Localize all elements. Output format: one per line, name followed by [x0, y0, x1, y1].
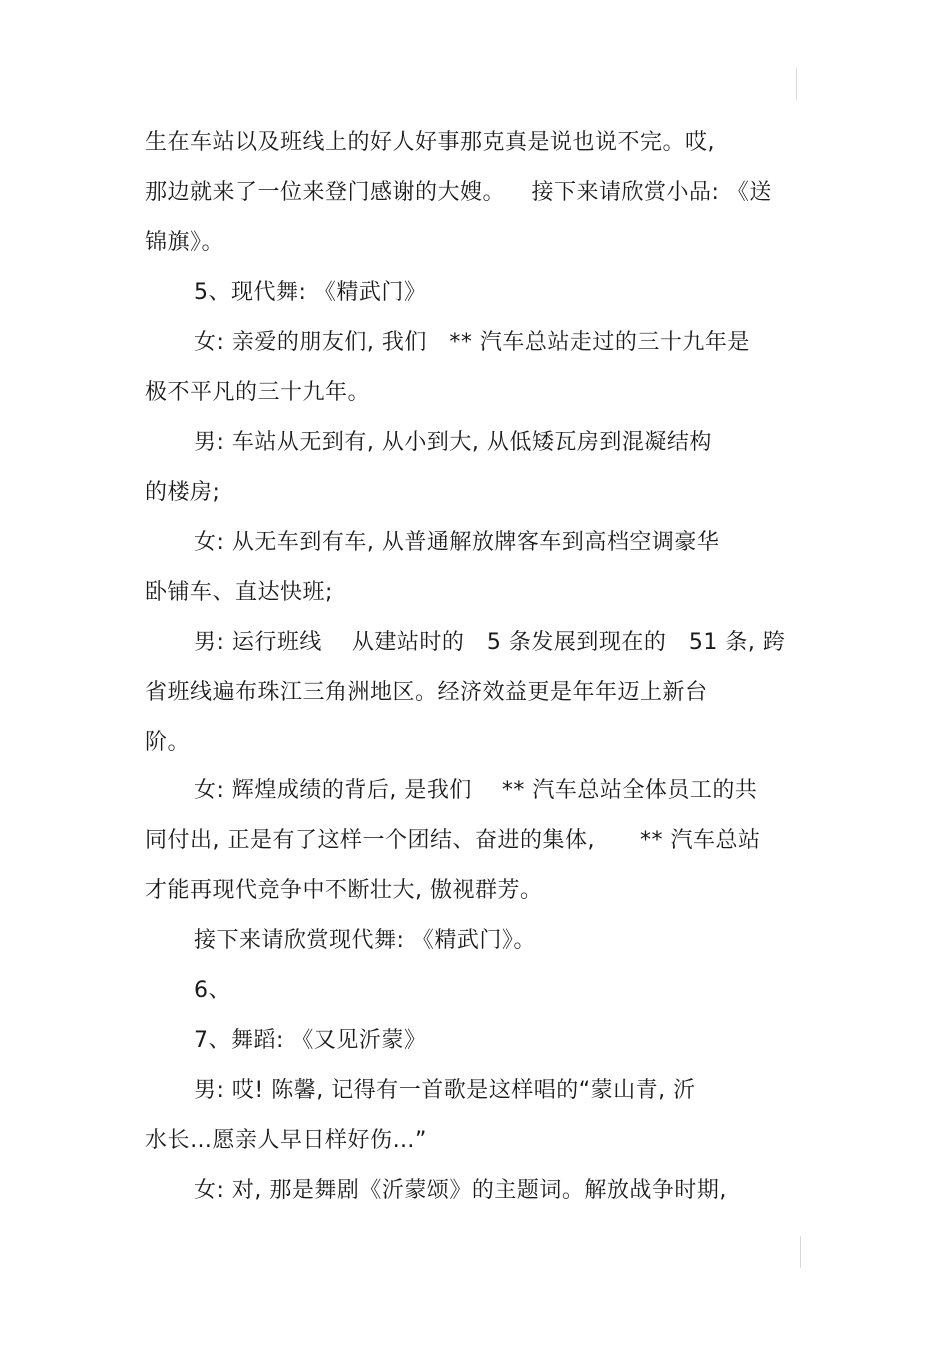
text-line-9: 女: 从无车到有车, 从普通解放牌客车到高档空调豪华 [194, 530, 720, 555]
text-line-10: 卧铺车、直达快班; [145, 580, 333, 605]
text-line-2: 那边就来了一位来登门感谢的大嫂。 接下来请欣赏小品: 《送 [145, 180, 772, 205]
text-line-3: 锦旗》。 [145, 230, 225, 255]
top-margin-mark [796, 68, 797, 100]
text-line-1: 生在车站以及班线上的好人好事那克真是说也说不完。哎, [145, 130, 715, 155]
text-line-4: 5、现代舞: 《精武门》 [194, 280, 427, 305]
text-line-14: 女: 辉煌成绩的背后, 是我们 ** 汽车总站全体员工的共 [194, 778, 758, 803]
text-line-16: 才能再现代竞争中不断壮大, 傲视群芳。 [145, 878, 543, 903]
text-line-12: 省班线遍布珠江三角洲地区。经济效益更是年年迈上新台 [145, 680, 708, 705]
text-line-7: 男: 车站从无到有, 从小到大, 从低矮瓦房到混凝结构 [194, 430, 712, 455]
text-line-21: 水长…愿亲人早日样好伤…” [145, 1128, 427, 1153]
text-line-6: 极不平凡的三十九年。 [145, 380, 371, 405]
text-line-17: 接下来请欣赏现代舞: 《精武门》。 [194, 928, 536, 953]
text-line-15: 同付出, 正是有了这样一个团结、奋进的集体, ** 汽车总站 [145, 828, 761, 853]
text-line-11: 男: 运行班线 从建站时的 5 条发展到现在的 51 条, 跨 [194, 630, 786, 655]
text-line-5: 女: 亲爱的朋友们, 我们 ** 汽车总站走过的三十九年是 [194, 330, 750, 355]
text-line-13: 阶。 [145, 730, 191, 755]
text-line-18: 6、 [194, 978, 231, 1003]
text-line-8: 的楼房; [145, 480, 221, 505]
text-line-20: 男: 哎! 陈馨, 记得有一首歌是这样唱的“蒙山青, 沂 [194, 1078, 696, 1103]
bottom-margin-mark [800, 1236, 801, 1268]
text-line-19: 7、舞蹈: 《又见沂蒙》 [194, 1028, 427, 1053]
text-line-22: 女: 对, 那是舞剧《沂蒙颂》的主题词。解放战争时期, [194, 1178, 727, 1203]
